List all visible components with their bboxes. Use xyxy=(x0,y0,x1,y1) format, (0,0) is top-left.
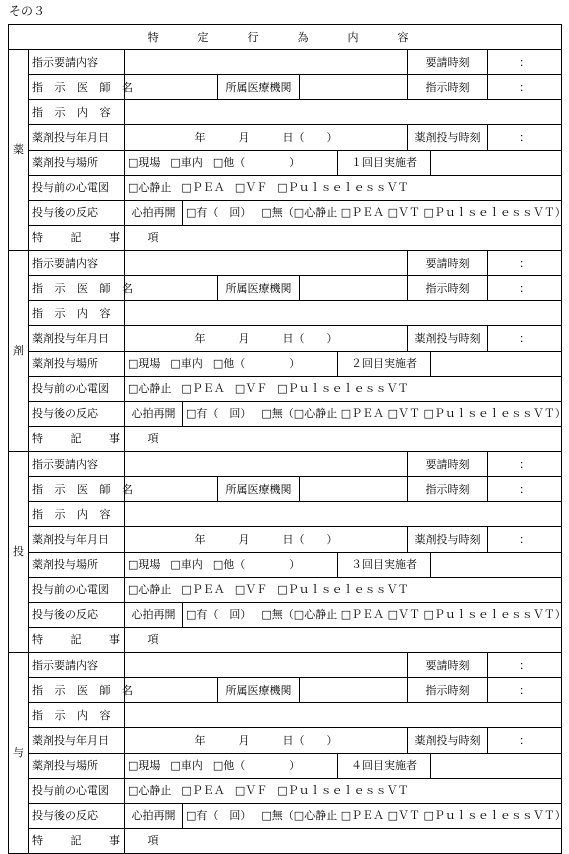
label-remarks: 特 記 事 項 xyxy=(29,627,125,652)
form-title: 特 定 行 為 内 容 xyxy=(9,25,562,50)
label-post-reaction: 投与後の反応 xyxy=(29,200,125,225)
row-doctor-name xyxy=(9,276,562,301)
rosc-option-no[interactable]: □無（□心静止 □ＰＥＡ □ＶＴ □ＰｕｌｓｅｌｅｓｓＶＴ） xyxy=(261,407,566,421)
round-performer-label: ４回目実施者 xyxy=(338,753,431,778)
row-doctor-name xyxy=(9,678,562,703)
ecg-option-vf[interactable]: □ＶＦ xyxy=(234,382,268,396)
ecg-option-pea[interactable]: □ＰＥＡ xyxy=(181,181,225,195)
row-admin-place xyxy=(9,150,562,175)
place-option-other[interactable]: □他（ ） xyxy=(212,759,301,773)
admin-date-field[interactable]: 年 月 日（ ） xyxy=(125,728,408,753)
label-instruction-time: 指示時刻 xyxy=(408,276,488,301)
affiliated-institution-field[interactable] xyxy=(300,678,408,703)
instruction-content-field[interactable] xyxy=(125,703,562,728)
label-affiliated-institution: 所属医療機関 xyxy=(218,678,300,703)
affiliated-institution-field[interactable] xyxy=(300,276,408,301)
instruction-time-field[interactable]: ： xyxy=(488,276,562,301)
ecg-option-pulseless-vt[interactable]: □ＰｕｌｓｅｌｅｓｓＶＴ xyxy=(277,583,409,597)
row-instruction-request xyxy=(9,653,562,678)
side-char: 薬 xyxy=(13,143,24,156)
label-admin-time: 薬剤投与時刻 xyxy=(408,728,488,753)
rosc-options[interactable] xyxy=(183,401,566,426)
rosc-option-yes[interactable]: □有（ 回） xyxy=(186,407,252,421)
label-admin-date: 薬剤投与年月日 xyxy=(29,527,125,552)
request-time-field[interactable]: ： xyxy=(488,50,562,75)
label-admin-date: 薬剤投与年月日 xyxy=(29,728,125,753)
rosc-option-no[interactable]: □無（□心静止 □ＰＥＡ □ＶＴ □ＰｕｌｓｅｌｅｓｓＶＴ） xyxy=(261,206,566,220)
round-performer-label: １回目実施者 xyxy=(338,150,431,175)
rosc-options[interactable] xyxy=(183,602,566,627)
label-instruction-request: 指示要請内容 xyxy=(29,251,125,276)
row-post-reaction xyxy=(9,401,562,426)
row-remarks xyxy=(9,426,562,451)
doctor-name-field[interactable] xyxy=(125,75,218,100)
label-remarks: 特 記 事 項 xyxy=(29,828,125,853)
row-admin-place xyxy=(9,351,562,376)
label-doctor-name: 指 示 医 師 名 xyxy=(29,477,125,502)
label-instruction-request: 指示要請内容 xyxy=(29,452,125,477)
place-option-scene[interactable]: □現場 xyxy=(128,759,161,773)
side-char: 投 xyxy=(13,545,24,558)
row-instruction-content xyxy=(9,301,562,326)
instruction-time-field[interactable]: ： xyxy=(488,75,562,100)
ecg-option-pulseless-vt[interactable]: □ＰｕｌｓｅｌｅｓｓＶＴ xyxy=(277,181,409,195)
place-option-other[interactable]: □他（ ） xyxy=(212,558,301,572)
row-instruction-content xyxy=(9,703,562,728)
row-pre-ecg xyxy=(9,577,562,602)
row-post-reaction xyxy=(9,803,562,828)
round-performer-label: ３回目実施者 xyxy=(338,552,431,577)
label-admin-date: 薬剤投与年月日 xyxy=(29,326,125,351)
round-performer-field[interactable] xyxy=(431,351,562,376)
row-admin-date xyxy=(9,326,562,351)
ecg-option-pea[interactable]: □ＰＥＡ xyxy=(181,583,225,597)
remarks-field[interactable] xyxy=(125,225,562,250)
row-pre-ecg xyxy=(9,778,562,803)
side-char: 与 xyxy=(13,746,24,759)
rosc-option-yes[interactable]: □有（ 回） xyxy=(186,206,252,220)
label-admin-place: 薬剤投与場所 xyxy=(29,150,125,175)
label-instruction-content: 指 示 内 容 xyxy=(29,502,125,527)
label-instruction-content: 指 示 内 容 xyxy=(29,100,125,125)
page-label: その３ xyxy=(9,4,46,18)
row-pre-ecg xyxy=(9,376,562,401)
place-option-scene[interactable]: □現場 xyxy=(128,558,161,572)
label-admin-time: 薬剤投与時刻 xyxy=(408,527,488,552)
label-admin-place: 薬剤投与場所 xyxy=(29,753,125,778)
label-doctor-name: 指 示 医 師 名 xyxy=(29,75,125,100)
instruction-time-field[interactable]: ： xyxy=(488,678,562,703)
admin-time-field[interactable]: ： xyxy=(488,527,562,552)
label-admin-date: 薬剤投与年月日 xyxy=(29,125,125,150)
place-option-vehicle[interactable]: □車内 xyxy=(170,759,203,773)
label-doctor-name: 指 示 医 師 名 xyxy=(29,276,125,301)
affiliated-institution-field[interactable] xyxy=(300,75,408,100)
instruction-request-field[interactable] xyxy=(125,452,408,477)
label-pre-ecg: 投与前の心電図 xyxy=(29,175,125,200)
rosc-options[interactable] xyxy=(183,200,566,225)
label-instruction-content: 指 示 内 容 xyxy=(29,703,125,728)
ecg-option-vf[interactable]: □ＶＦ xyxy=(234,583,268,597)
rosc-option-no[interactable]: □無（□心静止 □ＰＥＡ □ＶＴ □ＰｕｌｓｅｌｅｓｓＶＴ） xyxy=(261,809,566,823)
doctor-name-field[interactable] xyxy=(125,477,218,502)
label-request-time: 要請時刻 xyxy=(408,653,488,678)
request-time-field[interactable]: ： xyxy=(488,653,562,678)
label-instruction-request: 指示要請内容 xyxy=(29,50,125,75)
round-performer-field[interactable] xyxy=(431,150,562,175)
place-option-scene[interactable]: □現場 xyxy=(128,357,161,371)
label-affiliated-institution: 所属医療機関 xyxy=(218,477,300,502)
place-option-other[interactable]: □他（ ） xyxy=(212,156,301,170)
admin-time-field[interactable]: ： xyxy=(488,125,562,150)
admin-time-field[interactable]: ： xyxy=(488,326,562,351)
row-admin-place xyxy=(9,552,562,577)
row-admin-date xyxy=(9,728,562,753)
ecg-options[interactable] xyxy=(125,175,562,200)
place-option-vehicle[interactable]: □車内 xyxy=(170,357,203,371)
row-pre-ecg xyxy=(9,175,562,200)
row-remarks xyxy=(9,828,562,853)
row-post-reaction xyxy=(9,602,562,627)
label-pre-ecg: 投与前の心電図 xyxy=(29,778,125,803)
doctor-name-field[interactable] xyxy=(125,276,218,301)
label-remarks: 特 記 事 項 xyxy=(29,426,125,451)
row-doctor-name xyxy=(9,75,562,100)
label-admin-time: 薬剤投与時刻 xyxy=(408,326,488,351)
row-instruction-request xyxy=(9,50,562,75)
label-instruction-time: 指示時刻 xyxy=(408,75,488,100)
admin-date-field[interactable]: 年 月 日（ ） xyxy=(125,326,408,351)
instruction-content-field[interactable] xyxy=(125,301,562,326)
row-admin-date xyxy=(9,125,562,150)
ecg-options[interactable] xyxy=(125,778,562,803)
place-options[interactable] xyxy=(125,351,338,376)
label-admin-place: 薬剤投与場所 xyxy=(29,552,125,577)
label-rosc: 心拍再開 xyxy=(125,401,183,426)
request-time-field[interactable]: ： xyxy=(488,452,562,477)
row-admin-date xyxy=(9,527,562,552)
instruction-time-field[interactable]: ： xyxy=(488,477,562,502)
label-instruction-time: 指示時刻 xyxy=(408,678,488,703)
place-options[interactable] xyxy=(125,150,338,175)
affiliated-institution-field[interactable] xyxy=(300,477,408,502)
label-rosc: 心拍再開 xyxy=(125,200,183,225)
row-instruction-request xyxy=(9,452,562,477)
label-doctor-name: 指 示 医 師 名 xyxy=(29,678,125,703)
label-remarks: 特 記 事 項 xyxy=(29,225,125,250)
row-remarks xyxy=(9,225,562,250)
rosc-option-yes[interactable]: □有（ 回） xyxy=(186,809,252,823)
ecg-option-asystole[interactable]: □心静止 xyxy=(128,382,172,396)
label-post-reaction: 投与後の反応 xyxy=(29,401,125,426)
ecg-options[interactable] xyxy=(125,577,562,602)
place-options[interactable] xyxy=(125,753,338,778)
label-instruction-request: 指示要請内容 xyxy=(29,653,125,678)
ecg-option-asystole[interactable]: □心静止 xyxy=(128,181,172,195)
place-option-scene[interactable]: □現場 xyxy=(128,156,161,170)
side-label-cell xyxy=(9,251,29,452)
instruction-request-field[interactable] xyxy=(125,653,408,678)
specific-procedure-form xyxy=(8,24,566,854)
rosc-option-no[interactable]: □無（□心静止 □ＰＥＡ □ＶＴ □ＰｕｌｓｅｌｅｓｓＶＴ） xyxy=(261,608,566,622)
row-remarks xyxy=(9,627,562,652)
label-pre-ecg: 投与前の心電図 xyxy=(29,376,125,401)
ecg-option-pea[interactable]: □ＰＥＡ xyxy=(181,784,225,798)
label-request-time: 要請時刻 xyxy=(408,50,488,75)
label-instruction-time: 指示時刻 xyxy=(408,477,488,502)
label-affiliated-institution: 所属医療機関 xyxy=(218,276,300,301)
ecg-option-vf[interactable]: □ＶＦ xyxy=(234,784,268,798)
label-request-time: 要請時刻 xyxy=(408,251,488,276)
side-char: 剤 xyxy=(13,344,24,357)
request-time-field[interactable]: ： xyxy=(488,251,562,276)
row-instruction-content xyxy=(9,100,562,125)
side-label-cell xyxy=(9,452,29,653)
side-label-cell xyxy=(9,653,29,854)
instruction-request-field[interactable] xyxy=(125,50,408,75)
instruction-request-field[interactable] xyxy=(125,251,408,276)
round-performer-label: ２回目実施者 xyxy=(338,351,431,376)
row-doctor-name xyxy=(9,477,562,502)
label-pre-ecg: 投与前の心電図 xyxy=(29,577,125,602)
ecg-option-pea[interactable]: □ＰＥＡ xyxy=(181,382,225,396)
label-affiliated-institution: 所属医療機関 xyxy=(218,75,300,100)
row-admin-place xyxy=(9,753,562,778)
place-option-vehicle[interactable]: □車内 xyxy=(170,156,203,170)
instruction-content-field[interactable] xyxy=(125,502,562,527)
label-rosc: 心拍再開 xyxy=(125,803,183,828)
remarks-field[interactable] xyxy=(125,627,562,652)
rosc-option-yes[interactable]: □有（ 回） xyxy=(186,608,252,622)
ecg-option-asystole[interactable]: □心静止 xyxy=(128,583,172,597)
row-instruction-request xyxy=(9,251,562,276)
round-performer-field[interactable] xyxy=(431,753,562,778)
place-option-other[interactable]: □他（ ） xyxy=(212,357,301,371)
admin-date-field[interactable]: 年 月 日（ ） xyxy=(125,527,408,552)
ecg-option-asystole[interactable]: □心静止 xyxy=(128,784,172,798)
label-admin-time: 薬剤投与時刻 xyxy=(408,125,488,150)
ecg-options[interactable] xyxy=(125,376,562,401)
label-post-reaction: 投与後の反応 xyxy=(29,602,125,627)
remarks-field[interactable] xyxy=(125,426,562,451)
label-post-reaction: 投与後の反応 xyxy=(29,803,125,828)
rosc-options[interactable] xyxy=(183,803,566,828)
label-instruction-content: 指 示 内 容 xyxy=(29,301,125,326)
admin-time-field[interactable]: ： xyxy=(488,728,562,753)
place-option-vehicle[interactable]: □車内 xyxy=(170,558,203,572)
label-request-time: 要請時刻 xyxy=(408,452,488,477)
side-label-cell xyxy=(9,50,29,251)
label-admin-place: 薬剤投与場所 xyxy=(29,351,125,376)
ecg-option-vf[interactable]: □ＶＦ xyxy=(234,181,268,195)
row-instruction-content xyxy=(9,502,562,527)
round-performer-field[interactable] xyxy=(431,552,562,577)
doctor-name-field[interactable] xyxy=(125,678,218,703)
remarks-field[interactable] xyxy=(125,828,562,853)
ecg-option-pulseless-vt[interactable]: □ＰｕｌｓｅｌｅｓｓＶＴ xyxy=(277,784,409,798)
row-post-reaction xyxy=(9,200,562,225)
instruction-content-field[interactable] xyxy=(125,100,562,125)
ecg-option-pulseless-vt[interactable]: □ＰｕｌｓｅｌｅｓｓＶＴ xyxy=(277,382,409,396)
label-rosc: 心拍再開 xyxy=(125,602,183,627)
admin-date-field[interactable]: 年 月 日（ ） xyxy=(125,125,408,150)
place-options[interactable] xyxy=(125,552,338,577)
